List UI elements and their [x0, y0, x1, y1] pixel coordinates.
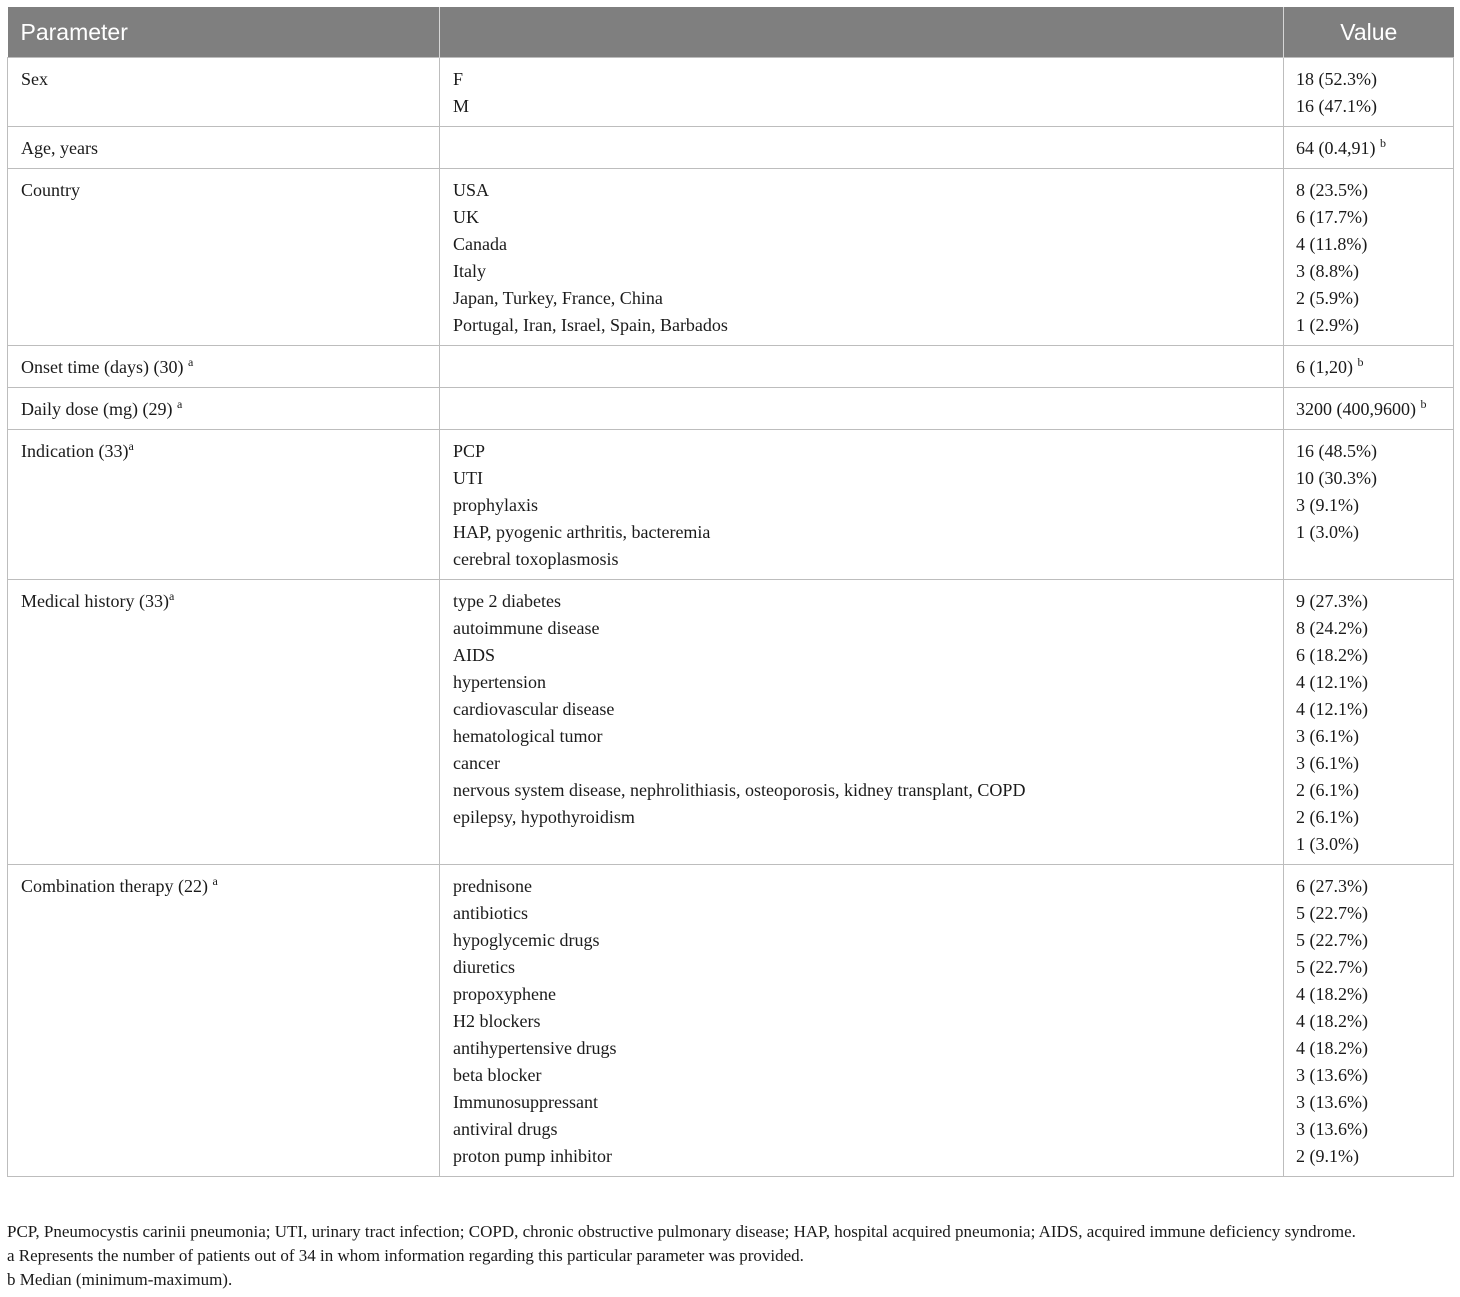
value-text: 16 (47.1%) — [1296, 96, 1377, 116]
value-text: 1 (3.0%) — [1296, 522, 1359, 542]
category-item: M — [453, 96, 470, 116]
value-item — [1296, 135, 1440, 162]
value-item — [1296, 354, 1440, 381]
parameter-footnote-mark: a — [168, 589, 175, 603]
parameter-footnote-mark: a — [176, 397, 183, 411]
category-item: cancer — [453, 753, 500, 773]
value-text: 3 (8.8%) — [1296, 261, 1359, 281]
category-cell — [440, 127, 1284, 169]
value-item — [1296, 927, 1440, 954]
value-item — [1296, 204, 1440, 231]
value-text: 3 (13.6%) — [1296, 1065, 1368, 1085]
category-item: HAP, pyogenic arthritis, bacteremia — [453, 522, 711, 542]
value-text: 3 (6.1%) — [1296, 726, 1359, 746]
value-item — [1296, 777, 1440, 804]
parameter-cell — [8, 58, 440, 127]
value-item — [1296, 1116, 1440, 1143]
parameter-cell — [8, 127, 440, 169]
value-cell — [1284, 346, 1454, 388]
value-item — [1296, 258, 1440, 285]
value-item — [1296, 1035, 1440, 1062]
value-item — [1296, 642, 1440, 669]
parameter-label: Medical history (33) — [21, 591, 169, 611]
category-item: diuretics — [453, 957, 515, 977]
value-text: 6 (18.2%) — [1296, 645, 1368, 665]
patient-characteristics-table — [7, 7, 1454, 1177]
parameter-label: Indication (33) — [21, 441, 129, 461]
value-item — [1296, 1008, 1440, 1035]
value-text: 2 (5.9%) — [1296, 288, 1359, 308]
category-cell — [440, 58, 1284, 127]
value-item — [1296, 519, 1440, 546]
value-text: 4 (18.2%) — [1296, 984, 1368, 1004]
category-item: epilepsy, hypothyroidism — [453, 807, 635, 827]
category-item: H2 blockers — [453, 1011, 541, 1031]
category-item: antihypertensive drugs — [453, 1038, 617, 1058]
parameter-label: Onset time (days) (30) — [21, 357, 188, 377]
category-item: autoimmune disease — [453, 618, 600, 638]
parameter-footnote-mark: a — [128, 439, 134, 453]
table-row — [8, 580, 1454, 865]
value-item — [1296, 804, 1440, 831]
value-text: 4 (18.2%) — [1296, 1011, 1368, 1031]
value-text: 1 (2.9%) — [1296, 315, 1359, 335]
footnote-abbreviations: PCP, Pneumocystis carinii pneumonia; UTI, urinary tract infection; COPD, chronic obstructive pulmonary disease; HAP, hospital acquired pneumonia; AIDS, acquired immune deficiency syndrome. — [7, 1222, 1356, 1241]
value-item — [1296, 669, 1440, 696]
parameter-cell — [8, 865, 440, 1177]
value-item — [1296, 900, 1440, 927]
value-text: 8 (24.2%) — [1296, 618, 1368, 638]
value-cell — [1284, 865, 1454, 1177]
parameter-footnote-mark: a — [187, 355, 194, 369]
value-text: 4 (18.2%) — [1296, 1038, 1368, 1058]
category-item: Canada — [453, 234, 507, 254]
table-row — [8, 388, 1454, 430]
category-item: antiviral drugs — [453, 1119, 558, 1139]
category-item: F — [453, 69, 464, 89]
value-text: 5 (22.7%) — [1296, 930, 1368, 950]
category-item: hypoglycemic drugs — [453, 930, 600, 950]
value-item — [1296, 177, 1440, 204]
category-cell — [440, 346, 1284, 388]
value-item — [1296, 1062, 1440, 1089]
footnote-b: b Median (minimum-maximum). — [7, 1270, 233, 1289]
value-footnote-mark: b — [1357, 355, 1364, 369]
category-item: Immunosuppressant — [453, 1092, 598, 1112]
value-item — [1296, 954, 1440, 981]
value-text: 4 (11.8%) — [1296, 234, 1368, 254]
value-text: 9 (27.3%) — [1296, 591, 1368, 611]
value-item — [1296, 231, 1440, 258]
parameter-label: Combination therapy (22) — [21, 876, 213, 896]
footnote-a: a Represents the number of patients out of 34 in whom information regarding this particular parameter was provided. — [7, 1246, 804, 1265]
value-text: 4 (12.1%) — [1296, 699, 1368, 719]
value-text: 3 (13.6%) — [1296, 1092, 1368, 1112]
value-text: 3 (6.1%) — [1296, 753, 1359, 773]
value-text: 18 (52.3%) — [1296, 69, 1377, 89]
table-row — [8, 865, 1454, 1177]
value-text: 16 (48.5%) — [1296, 441, 1377, 461]
parameter-label: Daily dose (mg) (29) — [21, 399, 177, 419]
value-text: 3 (9.1%) — [1296, 495, 1359, 515]
value-item — [1296, 588, 1440, 615]
value-item — [1296, 312, 1440, 339]
value-item — [1296, 1089, 1440, 1116]
category-item: hematological tumor — [453, 726, 603, 746]
table-body — [8, 58, 1454, 1177]
value-item — [1296, 66, 1440, 93]
category-item: propoxyphene — [453, 984, 556, 1004]
category-item: prednisone — [453, 876, 532, 896]
parameter-footnote-mark: a — [212, 874, 218, 888]
category-item: hypertension — [453, 672, 546, 692]
value-footnote-mark: b — [1420, 397, 1427, 411]
header-middle — [440, 7, 1284, 58]
value-item — [1296, 696, 1440, 723]
category-item: UK — [453, 207, 479, 227]
category-item: cardiovascular disease — [453, 699, 615, 719]
parameter-label: Country — [21, 180, 81, 200]
category-cell — [440, 388, 1284, 430]
category-item: proton pump inhibitor — [453, 1146, 612, 1166]
table-row — [8, 169, 1454, 346]
header-row — [8, 7, 1454, 58]
category-item: UTI — [453, 468, 483, 488]
value-text: 4 (12.1%) — [1296, 672, 1368, 692]
table-row — [8, 430, 1454, 580]
value-text: 64 (0.4,91) — [1296, 138, 1376, 158]
value-text: 10 (30.3%) — [1296, 468, 1377, 488]
value-item — [1296, 831, 1440, 858]
parameter-cell — [8, 580, 440, 865]
value-text: 5 (22.7%) — [1296, 957, 1368, 977]
value-text: 1 (3.0%) — [1296, 834, 1359, 854]
value-text: 2 (6.1%) — [1296, 780, 1359, 800]
value-item — [1296, 873, 1440, 900]
header-value: Value — [1284, 7, 1454, 58]
parameter-cell — [8, 169, 440, 346]
category-item: Portugal, Iran, Israel, Spain, Barbados — [453, 315, 728, 335]
footnotes — [7, 1220, 1453, 1292]
value-text: 2 (9.1%) — [1296, 1146, 1359, 1166]
category-item: cerebral toxoplasmosis — [453, 549, 619, 569]
header-parameter: Parameter — [8, 7, 440, 58]
parameter-cell — [8, 388, 440, 430]
value-cell — [1284, 169, 1454, 346]
value-cell — [1284, 388, 1454, 430]
value-item — [1296, 465, 1440, 492]
value-text: 5 (22.7%) — [1296, 903, 1368, 923]
value-text: 2 (6.1%) — [1296, 807, 1359, 827]
category-item: beta blocker — [453, 1065, 542, 1085]
category-item: antibiotics — [453, 903, 528, 923]
value-item — [1296, 981, 1440, 1008]
category-item: PCP — [453, 441, 486, 461]
value-item — [1296, 750, 1440, 777]
category-item: type 2 diabetes — [453, 591, 561, 611]
category-item: Japan, Turkey, France, China — [453, 288, 663, 308]
table-container — [7, 7, 1453, 1177]
value-item — [1296, 285, 1440, 312]
category-cell — [440, 169, 1284, 346]
value-cell — [1284, 430, 1454, 580]
value-item — [1296, 492, 1440, 519]
category-item: Italy — [453, 261, 486, 281]
parameter-label: Age, years — [21, 138, 98, 158]
parameter-label: Sex — [21, 69, 48, 89]
value-text: 8 (23.5%) — [1296, 180, 1368, 200]
value-item — [1296, 438, 1440, 465]
value-cell — [1284, 580, 1454, 865]
value-item — [1296, 723, 1440, 750]
category-cell — [440, 580, 1284, 865]
table-row — [8, 127, 1454, 169]
value-cell — [1284, 58, 1454, 127]
value-item — [1296, 396, 1440, 423]
value-item — [1296, 93, 1440, 120]
value-text: 6 (1,20) — [1296, 357, 1353, 377]
category-item: USA — [453, 180, 490, 200]
value-footnote-mark: b — [1380, 136, 1386, 150]
parameter-cell — [8, 346, 440, 388]
value-item — [1296, 615, 1440, 642]
value-item — [1296, 1143, 1440, 1170]
category-item: nervous system disease, nephrolithiasis, osteoporosis, kidney transplant, COPD — [453, 780, 1026, 800]
value-text: 3200 (400,9600) — [1296, 399, 1416, 419]
table-row — [8, 58, 1454, 127]
category-cell — [440, 430, 1284, 580]
category-item: AIDS — [453, 645, 496, 665]
value-text: 6 (17.7%) — [1296, 207, 1368, 227]
category-cell — [440, 865, 1284, 1177]
category-item: prophylaxis — [453, 495, 538, 515]
value-text: 6 (27.3%) — [1296, 876, 1368, 896]
parameter-cell — [8, 430, 440, 580]
table-row — [8, 346, 1454, 388]
value-cell — [1284, 127, 1454, 169]
value-text: 3 (13.6%) — [1296, 1119, 1368, 1139]
